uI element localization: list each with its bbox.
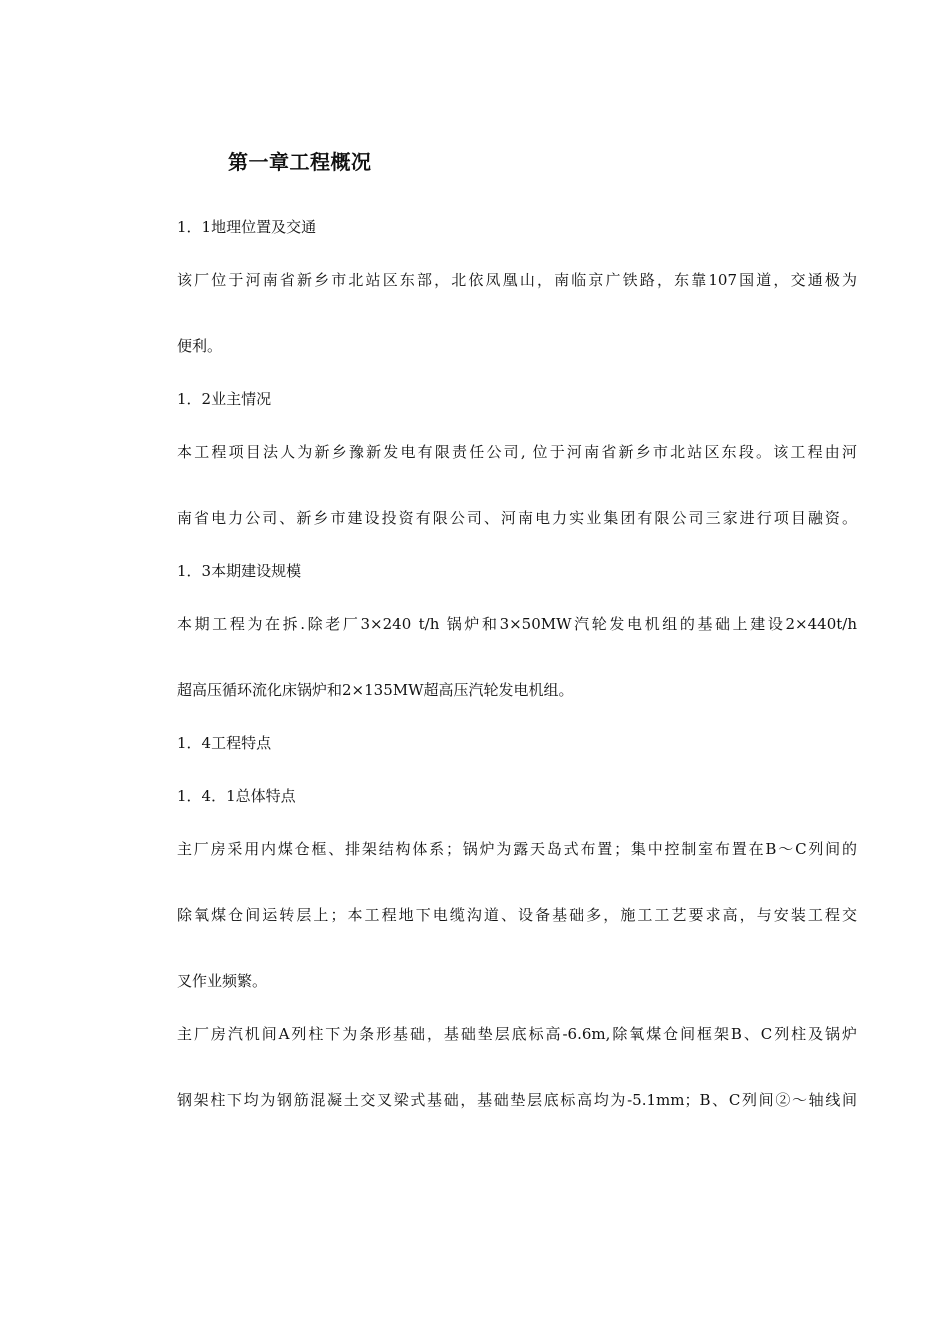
section-heading-1-3: 1．3本期建设规模 [177,562,302,580]
paragraph-line: 除氧煤仓间运转层上；本工程地下电缆沟道、设备基础多，施工工艺要求高，与安装工程交 [177,906,857,924]
paragraph-line: 本期工程为在拆.除老厂3×240 t/h 锅炉和3×50MW汽轮发电机组的基础上建设2×440t/h [177,615,857,633]
paragraph-line: 超高压循环流化床锅炉和2×135MW超高压汽轮发电机组。 [177,681,574,699]
paragraph-line: 便利。 [177,337,223,355]
chapter-title: 第一章工程概况 [228,150,372,174]
paragraph-line: 叉作业频繁。 [177,972,268,990]
section-heading-1-2: 1．2业主情况 [177,390,272,408]
paragraph-line: 本工程项目法人为新乡豫新发电有限责任公司, 位于河南省新乡市北站区东段。该工程由河 [177,443,857,461]
paragraph-line: 南省电力公司、新乡市建设投资有限公司、河南电力实业集团有限公司三家进行项目融资。 [177,509,857,527]
paragraph-line: 钢架柱下均为钢筋混凝土交叉梁式基础，基础垫层底标高均为-5.1mm；B、C列间②～轴线间 [177,1091,857,1109]
paragraph-line: 主厂房采用内煤仓框、排架结构体系；锅炉为露天岛式布置；集中控制室布置在B～C列间的 [177,840,857,858]
paragraph-line: 该厂位于河南省新乡市北站区东部，北依凤凰山，南临京广铁路，东靠107国道，交通极为 [177,271,857,289]
section-heading-1-4: 1．4工程特点 [177,734,272,752]
section-heading-1-4-1: 1．4．1总体特点 [177,787,296,805]
section-heading-1-1: 1．1地理位置及交通 [177,218,317,236]
paragraph-line: 主厂房汽机间A列柱下为条形基础，基础垫层底标高-6.6m,除氧煤仓间框架B、C列柱及锅炉 [177,1025,857,1043]
